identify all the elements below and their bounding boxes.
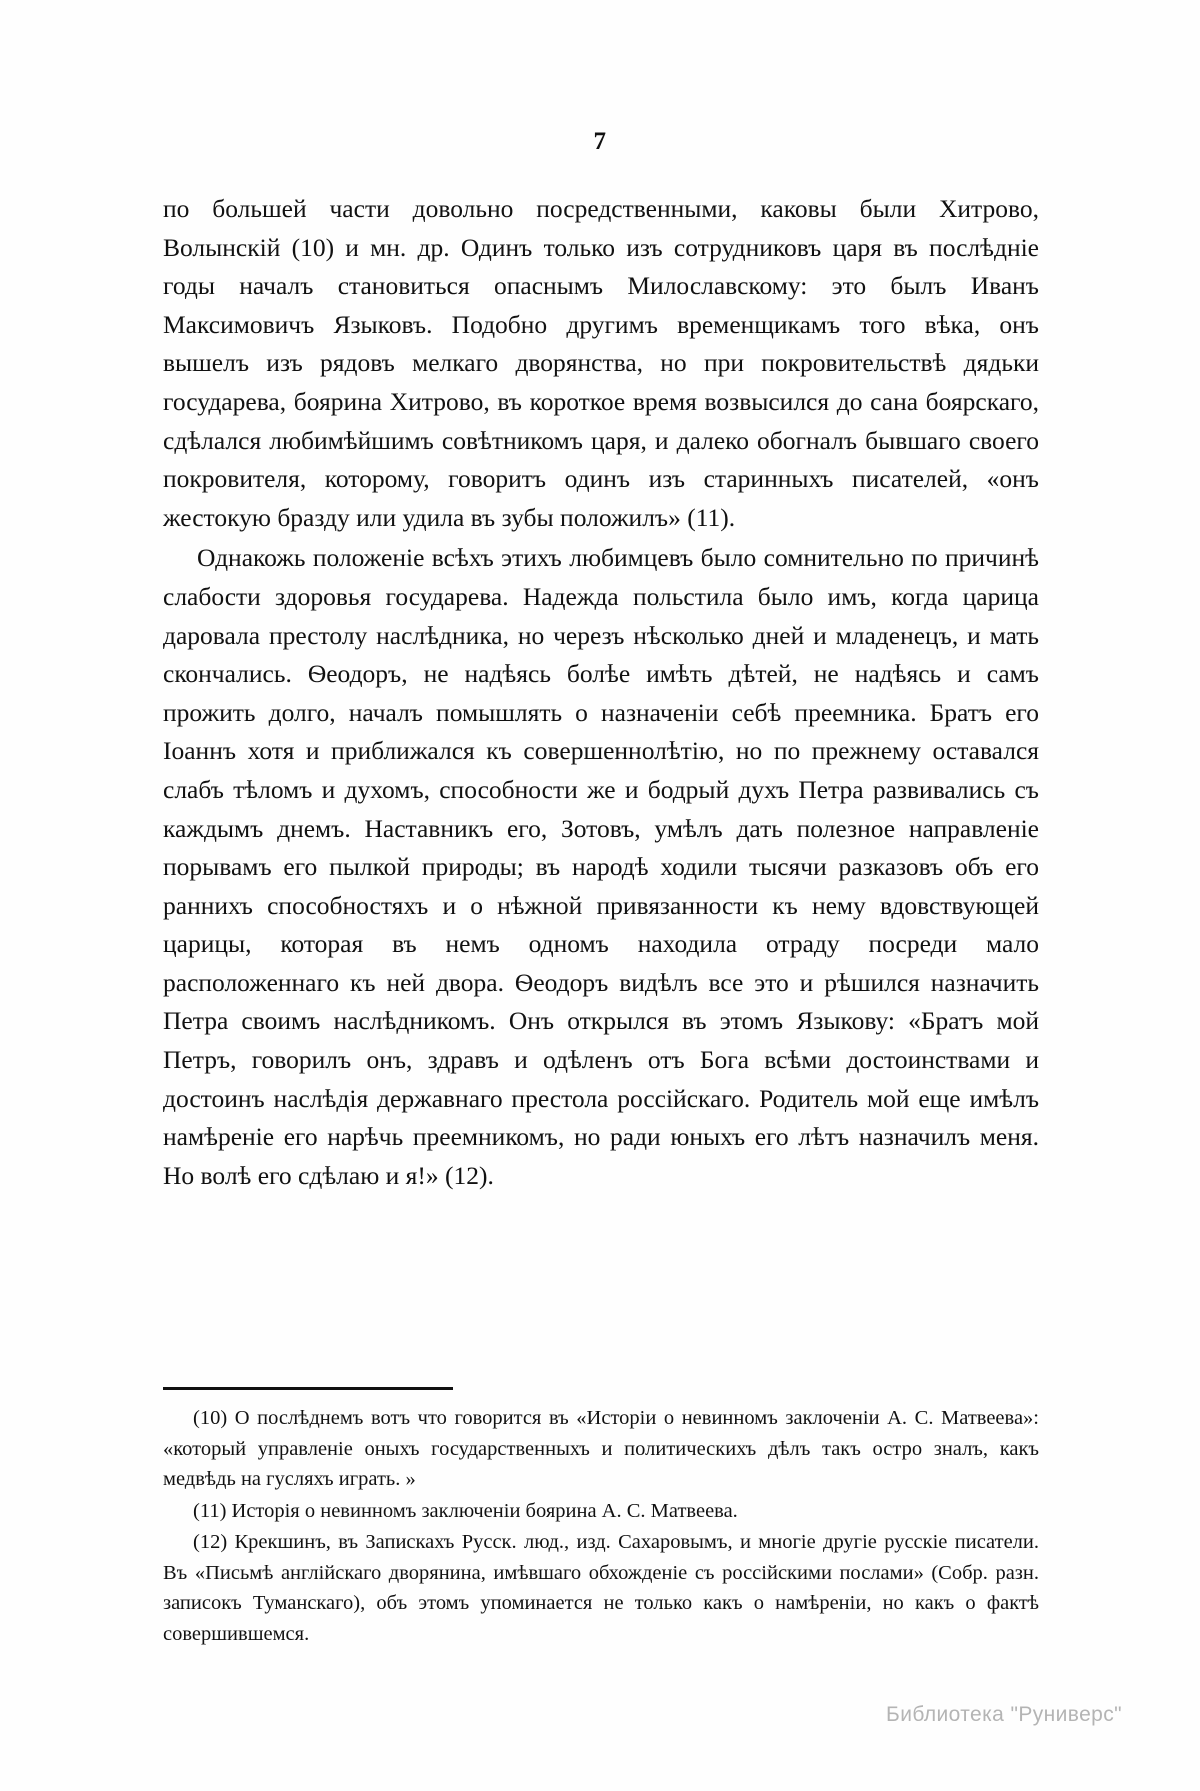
page-number: 7 (593, 128, 607, 155)
library-watermark: Библиотека "Руниверс" (886, 1703, 1122, 1726)
footnote-item: (11) Исторія о невинномъ заключеніи боярина А. С. Матвеева. (193, 1499, 738, 1522)
footnote-item: (12) Крекшинъ, въ Запискахъ Русск. люд., изд. Сахаровымъ, и многіе другіе русскіе писатели. Въ «Письмѣ англійскаго дворянина, имѣвшаго обхожденіе съ россійскими послами» (Собр. разн. записокъ Туманскаго), объ этомъ упоминается не только какъ о намѣреніи, но какъ о фактѣ совершившемся. (163, 1531, 1039, 1645)
footnote-separator (163, 1387, 453, 1390)
body-text (163, 190, 1039, 1195)
paragraph: по большей части довольно посредственными, каковы были Хитрово, Волынскій (10) и мн. др. Одинъ только изъ сотрудниковъ царя въ послѣдніе годы началъ становиться опаснымъ Милославскому: это былъ Иванъ Максимовичъ Языковъ. Подобно другимъ временщикамъ того вѣка, онъ вышелъ изъ рядовъ мелкаго дворянства, но при покровительствѣ дядьки государева, боярина Хитрово, въ короткое время возвысился до сана боярскаго, сдѣлался любимѣйшимъ совѣтникомъ царя, и далеко обогналъ бывшаго своего покровителя, которому, говоритъ одинъ изъ старинныхъ писателей, «онъ жестокую бразду или удила въ зубы положилъ» (11). (163, 194, 1039, 532)
footnote-item: (10) О послѣднемъ вотъ что говорится въ «Исторіи о невинномъ заклоченіи А. С. Матвеева»: «который управленіе оныхъ государственныхъ и политическихъ дѣлъ такъ остро зналъ, какъ медвѣдь на гусляхъ играть. » (163, 1407, 1039, 1490)
paragraph: Однакожь положеніе всѣхъ этихъ любимцевъ было сомнительно по причинѣ слабости здоровья государева. Надежда польстила было имъ, когда царица даровала престолу наслѣдника, но черезъ нѣсколько дней и младенецъ, и мать скончались. Ѳеодоръ, не надѣясь болѣе имѣть дѣтей, не надѣясь и самъ прожить долго, началъ помышлять о назначеніи себѣ преемника. Братъ его Іоаннъ хотя и приближался къ совершеннолѣтію, но по прежнему оставался слабъ тѣломъ и духомъ, способности же и бодрый духъ Петра развивались съ каждымъ днемъ. Наставникъ его, Зотовъ, умѣлъ дать полезное направленіе порывамъ его пылкой природы; въ народѣ ходили тысячи разказовъ объ его раннихъ способностяхъ и о нѣжной привязанности къ нему вдовствующей царицы, которая въ немъ одномъ находила отраду посреди мало расположеннаго къ ней двора. Ѳеодоръ видѣлъ все это и рѣшился назначить Петра своимъ наслѣдникомъ. Онъ открылся въ этомъ Языкову: «Братъ мой Петръ, говорилъ онъ, здравъ и одѣленъ отъ Бога всѣми достоинствами и достоинъ наслѣдія державнаго престола россійскаго. Родитель мой еще имѣлъ намѣреніе его нарѣчь преемникомъ, но ради юныхъ его лѣтъ назначилъ меня. Но волѣ его сдѣлаю и я!» (12). (163, 543, 1039, 1190)
footnotes (163, 1403, 1039, 1649)
